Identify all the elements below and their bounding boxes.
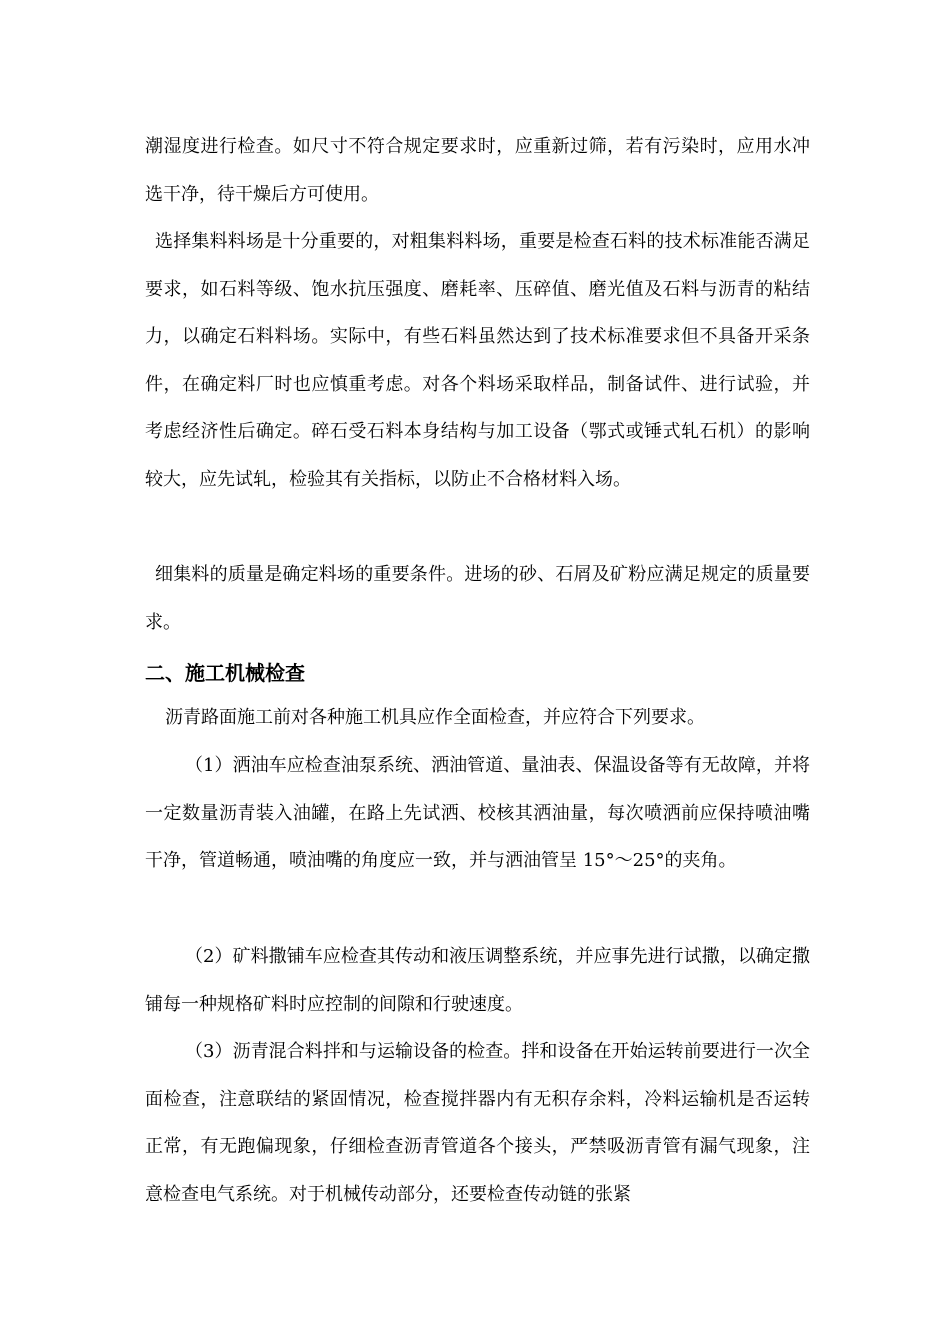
- section-intro: 沥青路面施工前对各种施工机具应作全面检查，并应符合下列要求。: [165, 707, 705, 728]
- paragraph-fine-aggregate: 细集料的质量是确定料场的重要条件。进场的砂、石屑及矿粉应满足规定的质量要求。: [145, 564, 810, 633]
- list-item-mixing-plant: （3）沥青混合料拌和与运输设备的检查。拌和设备在开始运转前要进行一次全面检查，注意联结的紧固情况，检查搅拌器内有无积存余料，冷料运输机是否运转正常，有无跑偏现象，仔细检查沥青管道各个接头，严禁吸沥青管有漏气现象，注意检查电气系统。对于机械传动部分，还要检查传动链的张紧: [145, 1041, 810, 1205]
- paragraph-coarse-aggregate-quarry: 选择集料料场是十分重要的，对粗集料料场，重要是检查石料的技术标准能否满足要求，如石料等级、饱水抗压强度、磨耗率、压碎值、磨光值及石料与沥青的粘结力，以确定石料料场。实际中，有些石料虽然达到了技术标准要求但不具备开采条件，在确定料厂时也应慎重考虑。对各个料场采取样品，制备试件、进行试验，并考虑经济性后确定。碎石受石料本身结构与加工设备（鄂式或锤式轧石机）的影响较大，应先试轧，检验其有关指标，以防止不合格材料入场。: [145, 231, 810, 490]
- section-heading: 二、施工机械检查: [145, 661, 305, 685]
- paragraph-screening-check: 潮湿度进行检查。如尺寸不符合规定要求时，应重新过筛，若有污染时，应用水冲选干净，待干燥后方可使用。: [145, 136, 810, 205]
- list-item-asphalt-distributor: （1）洒油车应检查油泵系统、洒油管道、量油表、保温设备等有无故障，并将一定数量沥青装入油罐，在路上先试洒、校核其洒油量，每次喷洒前应保持喷油嘴干净，管道畅通，喷油嘴的角度应一致，并与洒油管呈 15°～25°的夹角。: [145, 755, 810, 872]
- list-item-aggregate-spreader: （2）矿料撒铺车应检查其传动和液压调整系统，并应事先进行试撒，以确定撒铺每一种规格矿料时应控制的间隙和行驶速度。: [145, 946, 810, 1015]
